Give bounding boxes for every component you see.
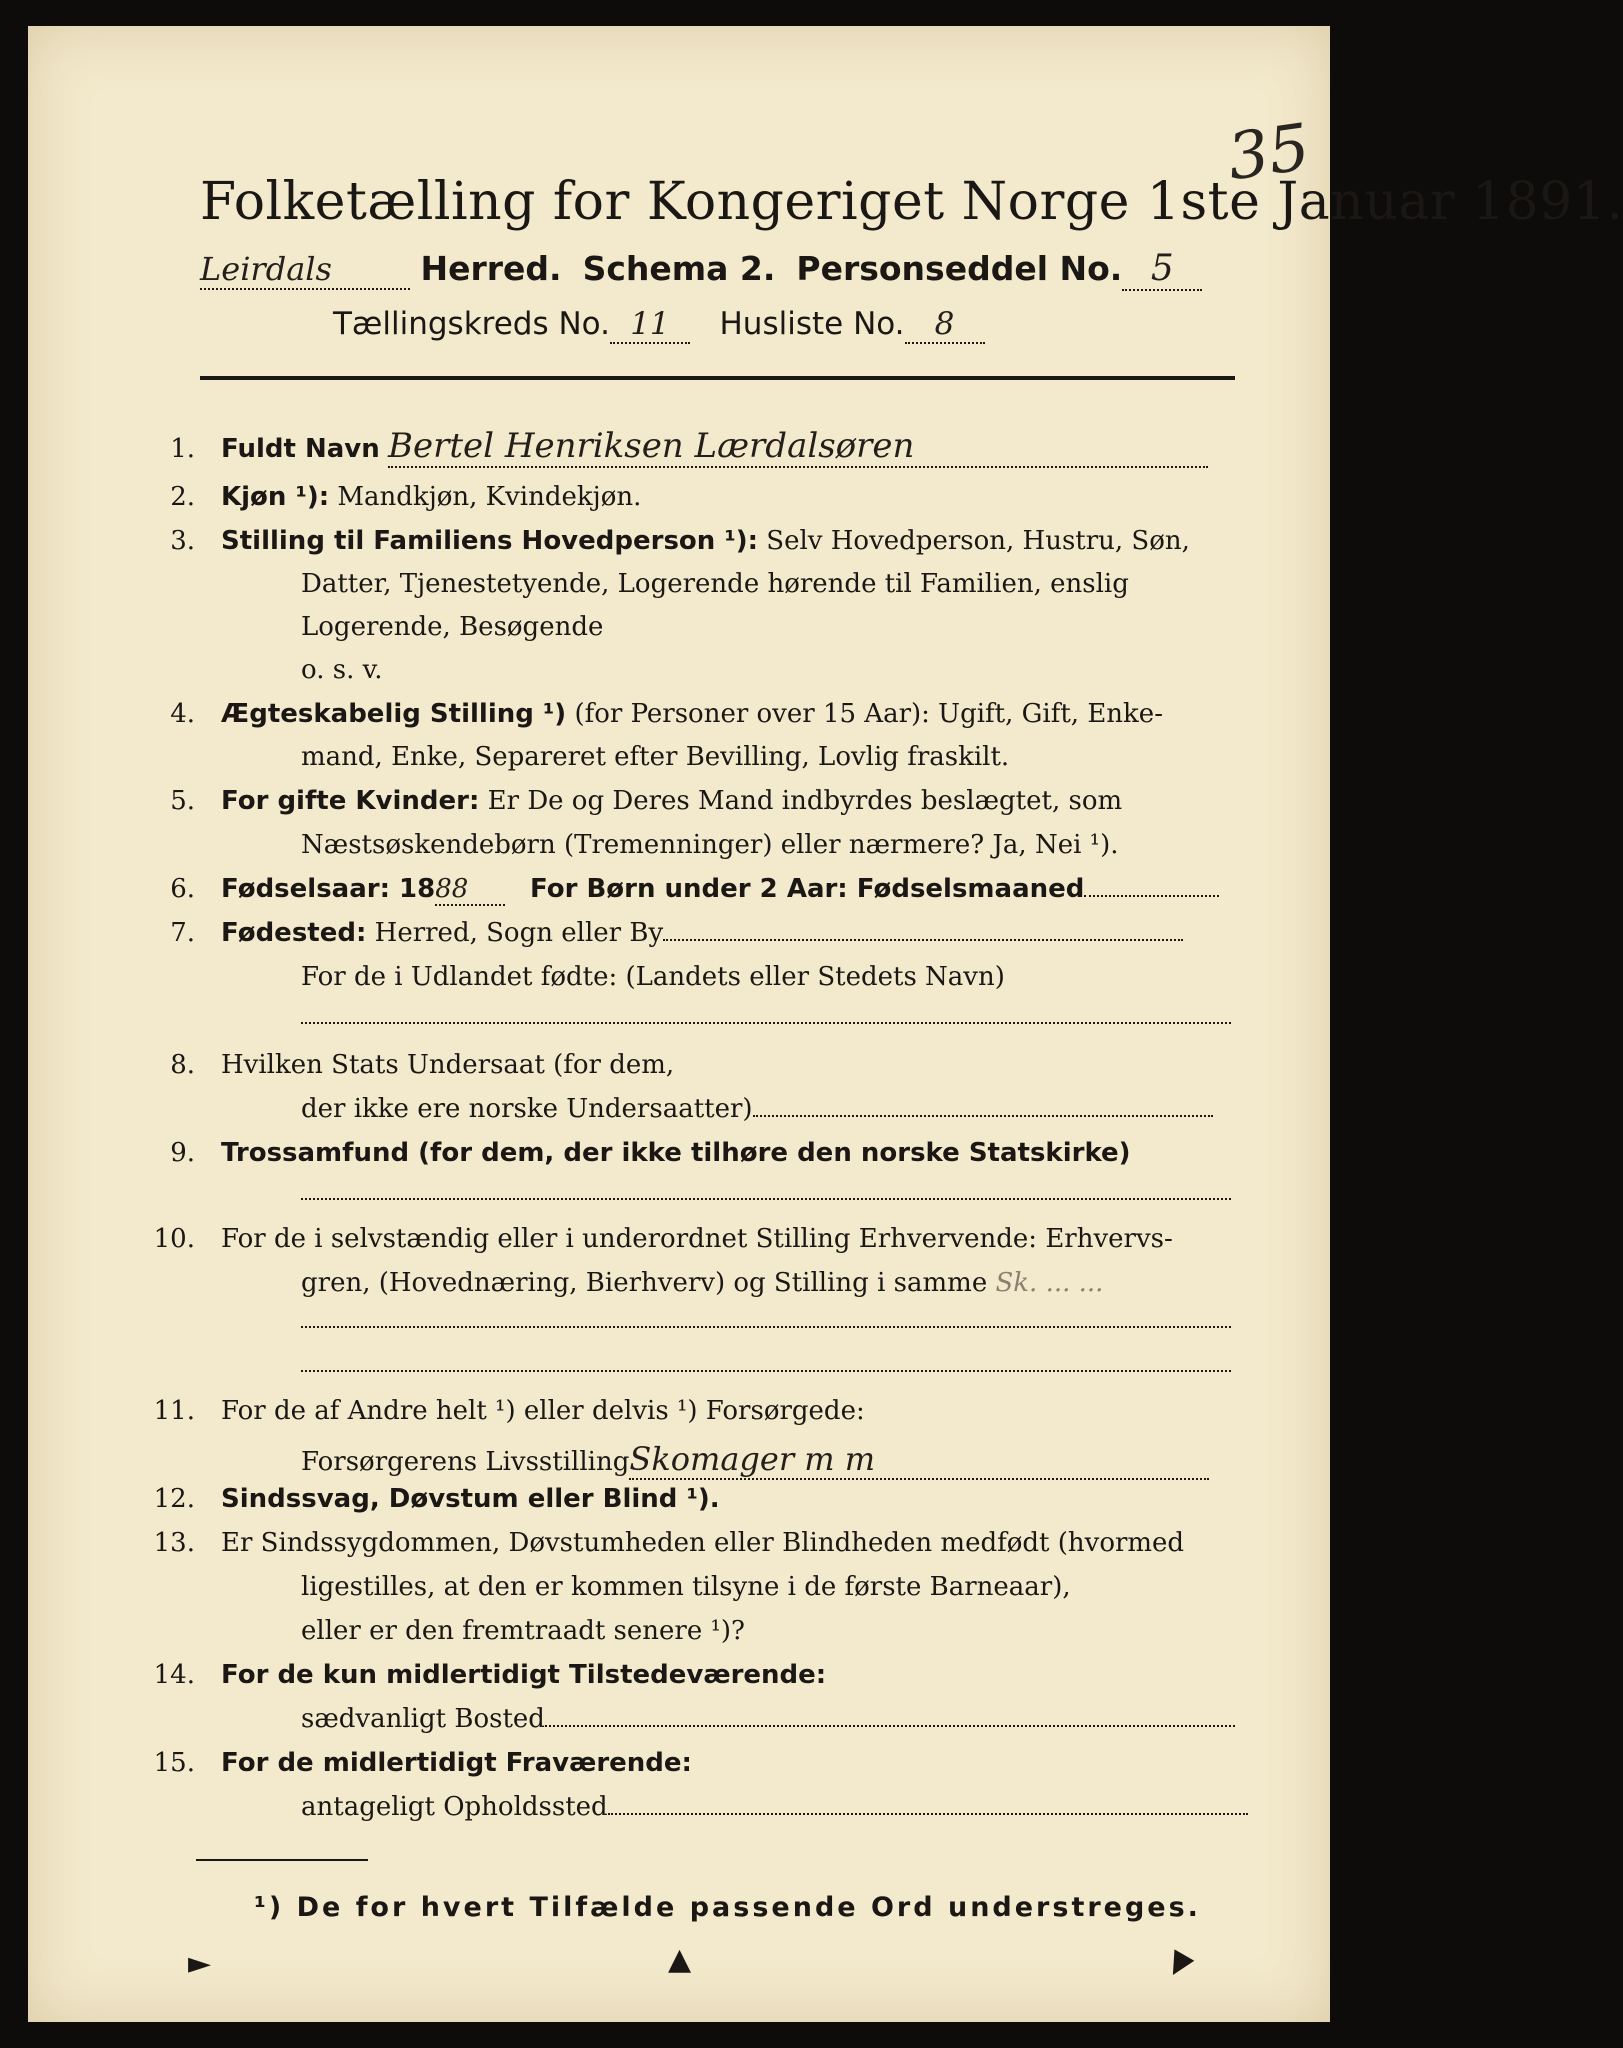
q2-number: 2. [170, 482, 195, 512]
q1-label: Fuldt Navn [221, 434, 380, 464]
q11-text-1: For de af Andre helt ¹) eller delvis ¹) Forsørgede: [221, 1396, 865, 1426]
q13-number: 13. [153, 1528, 195, 1558]
taellingskreds-label: Tællingskreds No. [333, 306, 610, 342]
q10-text-2: gren, (Hovednæring, Bierhverv) og Stilling i samme [301, 1268, 988, 1298]
q6-text: For Børn under 2 Aar: Fødselsmaaned [530, 874, 1085, 904]
q15-line-2 [301, 1792, 1248, 1822]
q14-blank [545, 1725, 1235, 1727]
taellingskreds-line [333, 306, 985, 344]
q9-text: Trossamfund (for dem, der ikke tilhøre den norske Statskirke) [221, 1138, 1131, 1168]
q15-text-1: For de midlertidigt Fraværende: [221, 1748, 692, 1778]
q10-line-2 [301, 1268, 1103, 1298]
form-title: Folketælling for Kongeriget Norge 1ste Januar 1891. [200, 172, 1623, 232]
q6-number: 6. [170, 874, 195, 904]
q8-blank [753, 1115, 1213, 1117]
q2-label: Kjøn ¹): [221, 482, 330, 512]
q15-blank [608, 1813, 1248, 1815]
q6-label: Fødselsaar: 18 [221, 874, 436, 904]
q3-text-1: Selv Hovedperson, Hustru, Søn, [766, 526, 1190, 556]
husliste-label: Husliste No. [719, 306, 905, 342]
question-12 [133, 1484, 720, 1514]
taellingskreds-value: 11 [610, 306, 690, 344]
q7-number: 7. [170, 918, 195, 948]
q14-line-2 [301, 1704, 1235, 1734]
q5-text-2: Næstsøskendebørn (Tremenninger) eller nærmere? Ja, Nei ¹). [301, 830, 1119, 860]
question-11 [133, 1396, 865, 1426]
question-13 [133, 1528, 1184, 1558]
q11-value: Skomager m m [629, 1440, 1209, 1480]
q8-line-2 [301, 1094, 1213, 1124]
q11-number: 11. [153, 1396, 195, 1426]
question-1 [133, 426, 1208, 468]
q3-text-2: Datter, Tjenestetyende, Logerende hørende til Familien, enslig [301, 569, 1129, 599]
q9-blank-line [301, 1198, 1231, 1200]
husliste-value: 8 [905, 306, 985, 344]
q10-value: Sk. ... ... [995, 1268, 1104, 1298]
q6-blank [1084, 895, 1219, 897]
question-15 [133, 1748, 692, 1778]
page-number: 35 [1223, 110, 1315, 196]
q1-number: 1. [170, 434, 195, 464]
q13-text-3: eller er den fremtraadt senere ¹)? [301, 1616, 745, 1646]
q3-label: Stilling til Familiens Hovedperson ¹): [221, 526, 759, 556]
personseddel-value: 5 [1122, 248, 1202, 291]
q2-text: Mandkjøn, Kvindekjøn. [337, 482, 642, 512]
q7-text-1: Herred, Sogn eller By [374, 918, 664, 948]
q10-blank-line-1 [301, 1326, 1231, 1328]
q8-text-1: Hvilken Stats Undersaat (for dem, [221, 1050, 675, 1080]
question-5 [133, 786, 1122, 816]
question-3 [133, 526, 1190, 556]
q8-number: 8. [170, 1050, 195, 1080]
registration-mark-center: ▲ [668, 1942, 692, 1977]
question-6 [133, 874, 1219, 906]
q15-number: 15. [153, 1748, 195, 1778]
census-form-sheet [28, 26, 1623, 2022]
q8-text-2: der ikke ere norske Undersaatter) [301, 1094, 753, 1124]
q14-number: 14. [153, 1660, 195, 1690]
question-2 [133, 482, 641, 512]
footnote-rule [196, 1859, 368, 1861]
footnote: ¹) De for hvert Tilfælde passende Ord understreges. [254, 1892, 1201, 1923]
q10-text-1: For de i selvstændig eller i underordnet Stilling Erhvervende: Erhvervs- [221, 1224, 1173, 1254]
q3-number: 3. [170, 526, 195, 556]
q4-text-2: mand, Enke, Separeret efter Bevilling, Lovlig fraskilt. [301, 742, 1010, 772]
q7-blank [663, 939, 1183, 941]
schema-label: Schema 2. [582, 249, 776, 288]
q14-text-1: For de kun midlertidigt Tilstedeværende: [221, 1660, 827, 1690]
q3-text-3: Logerende, Besøgende [301, 612, 604, 642]
herred-label: Herred. [420, 249, 562, 288]
q7-blank-line [301, 1022, 1231, 1024]
q5-label: For gifte Kvinder: [221, 786, 480, 816]
herred-value: Leirdals [200, 250, 410, 290]
q14-text-2: sædvanligt Bosted [301, 1704, 545, 1734]
q15-text-2: antageligt Opholdssted [301, 1792, 608, 1822]
q10-blank-line-2 [301, 1370, 1231, 1372]
q7-text-2: For de i Udlandet fødte: (Landets eller Stedets Navn) [301, 962, 1005, 992]
q4-number: 4. [170, 699, 195, 729]
q11-text-2: Forsørgerens Livsstilling [301, 1447, 630, 1477]
q12-text: Sindssvag, Døvstum eller Blind ¹). [221, 1484, 720, 1514]
q5-text-1: Er De og Deres Mand indbyrdes beslægtet, som [487, 786, 1123, 816]
personseddel-label: Personseddel No. [796, 249, 1123, 288]
question-14 [133, 1660, 826, 1690]
q7-label: Fødested: [221, 918, 367, 948]
question-9 [133, 1138, 1131, 1168]
q13-text-2: ligestilles, at den er kommen tilsyne i de første Barneaar), [301, 1572, 1071, 1602]
question-7 [133, 918, 1183, 948]
q13-text-1: Er Sindssygdommen, Døvstumheden eller Blindheden medfødt (hvormed [221, 1528, 1185, 1558]
q4-text-1: (for Personer over 15 Aar): Ugift, Gift, Enke- [574, 699, 1163, 729]
registration-mark-right: ▼ [1160, 1942, 1199, 1985]
header-rule [200, 376, 1235, 380]
q3-text-4: o. s. v. [301, 655, 383, 685]
q11-line-2 [301, 1440, 1209, 1480]
q5-number: 5. [170, 786, 195, 816]
question-8 [133, 1050, 674, 1080]
q4-label: Ægteskabelig Stilling ¹) [221, 699, 567, 729]
q1-value: Bertel Henriksen Lærdalsøren [388, 426, 1208, 468]
question-4 [133, 699, 1163, 729]
q9-number: 9. [170, 1138, 195, 1168]
registration-mark-left: ► [188, 1946, 212, 1981]
herred-line [200, 248, 1202, 291]
question-10 [133, 1224, 1173, 1254]
q6-value: 88 [435, 874, 505, 906]
q12-number: 12. [153, 1484, 195, 1514]
q10-number: 10. [153, 1224, 195, 1254]
